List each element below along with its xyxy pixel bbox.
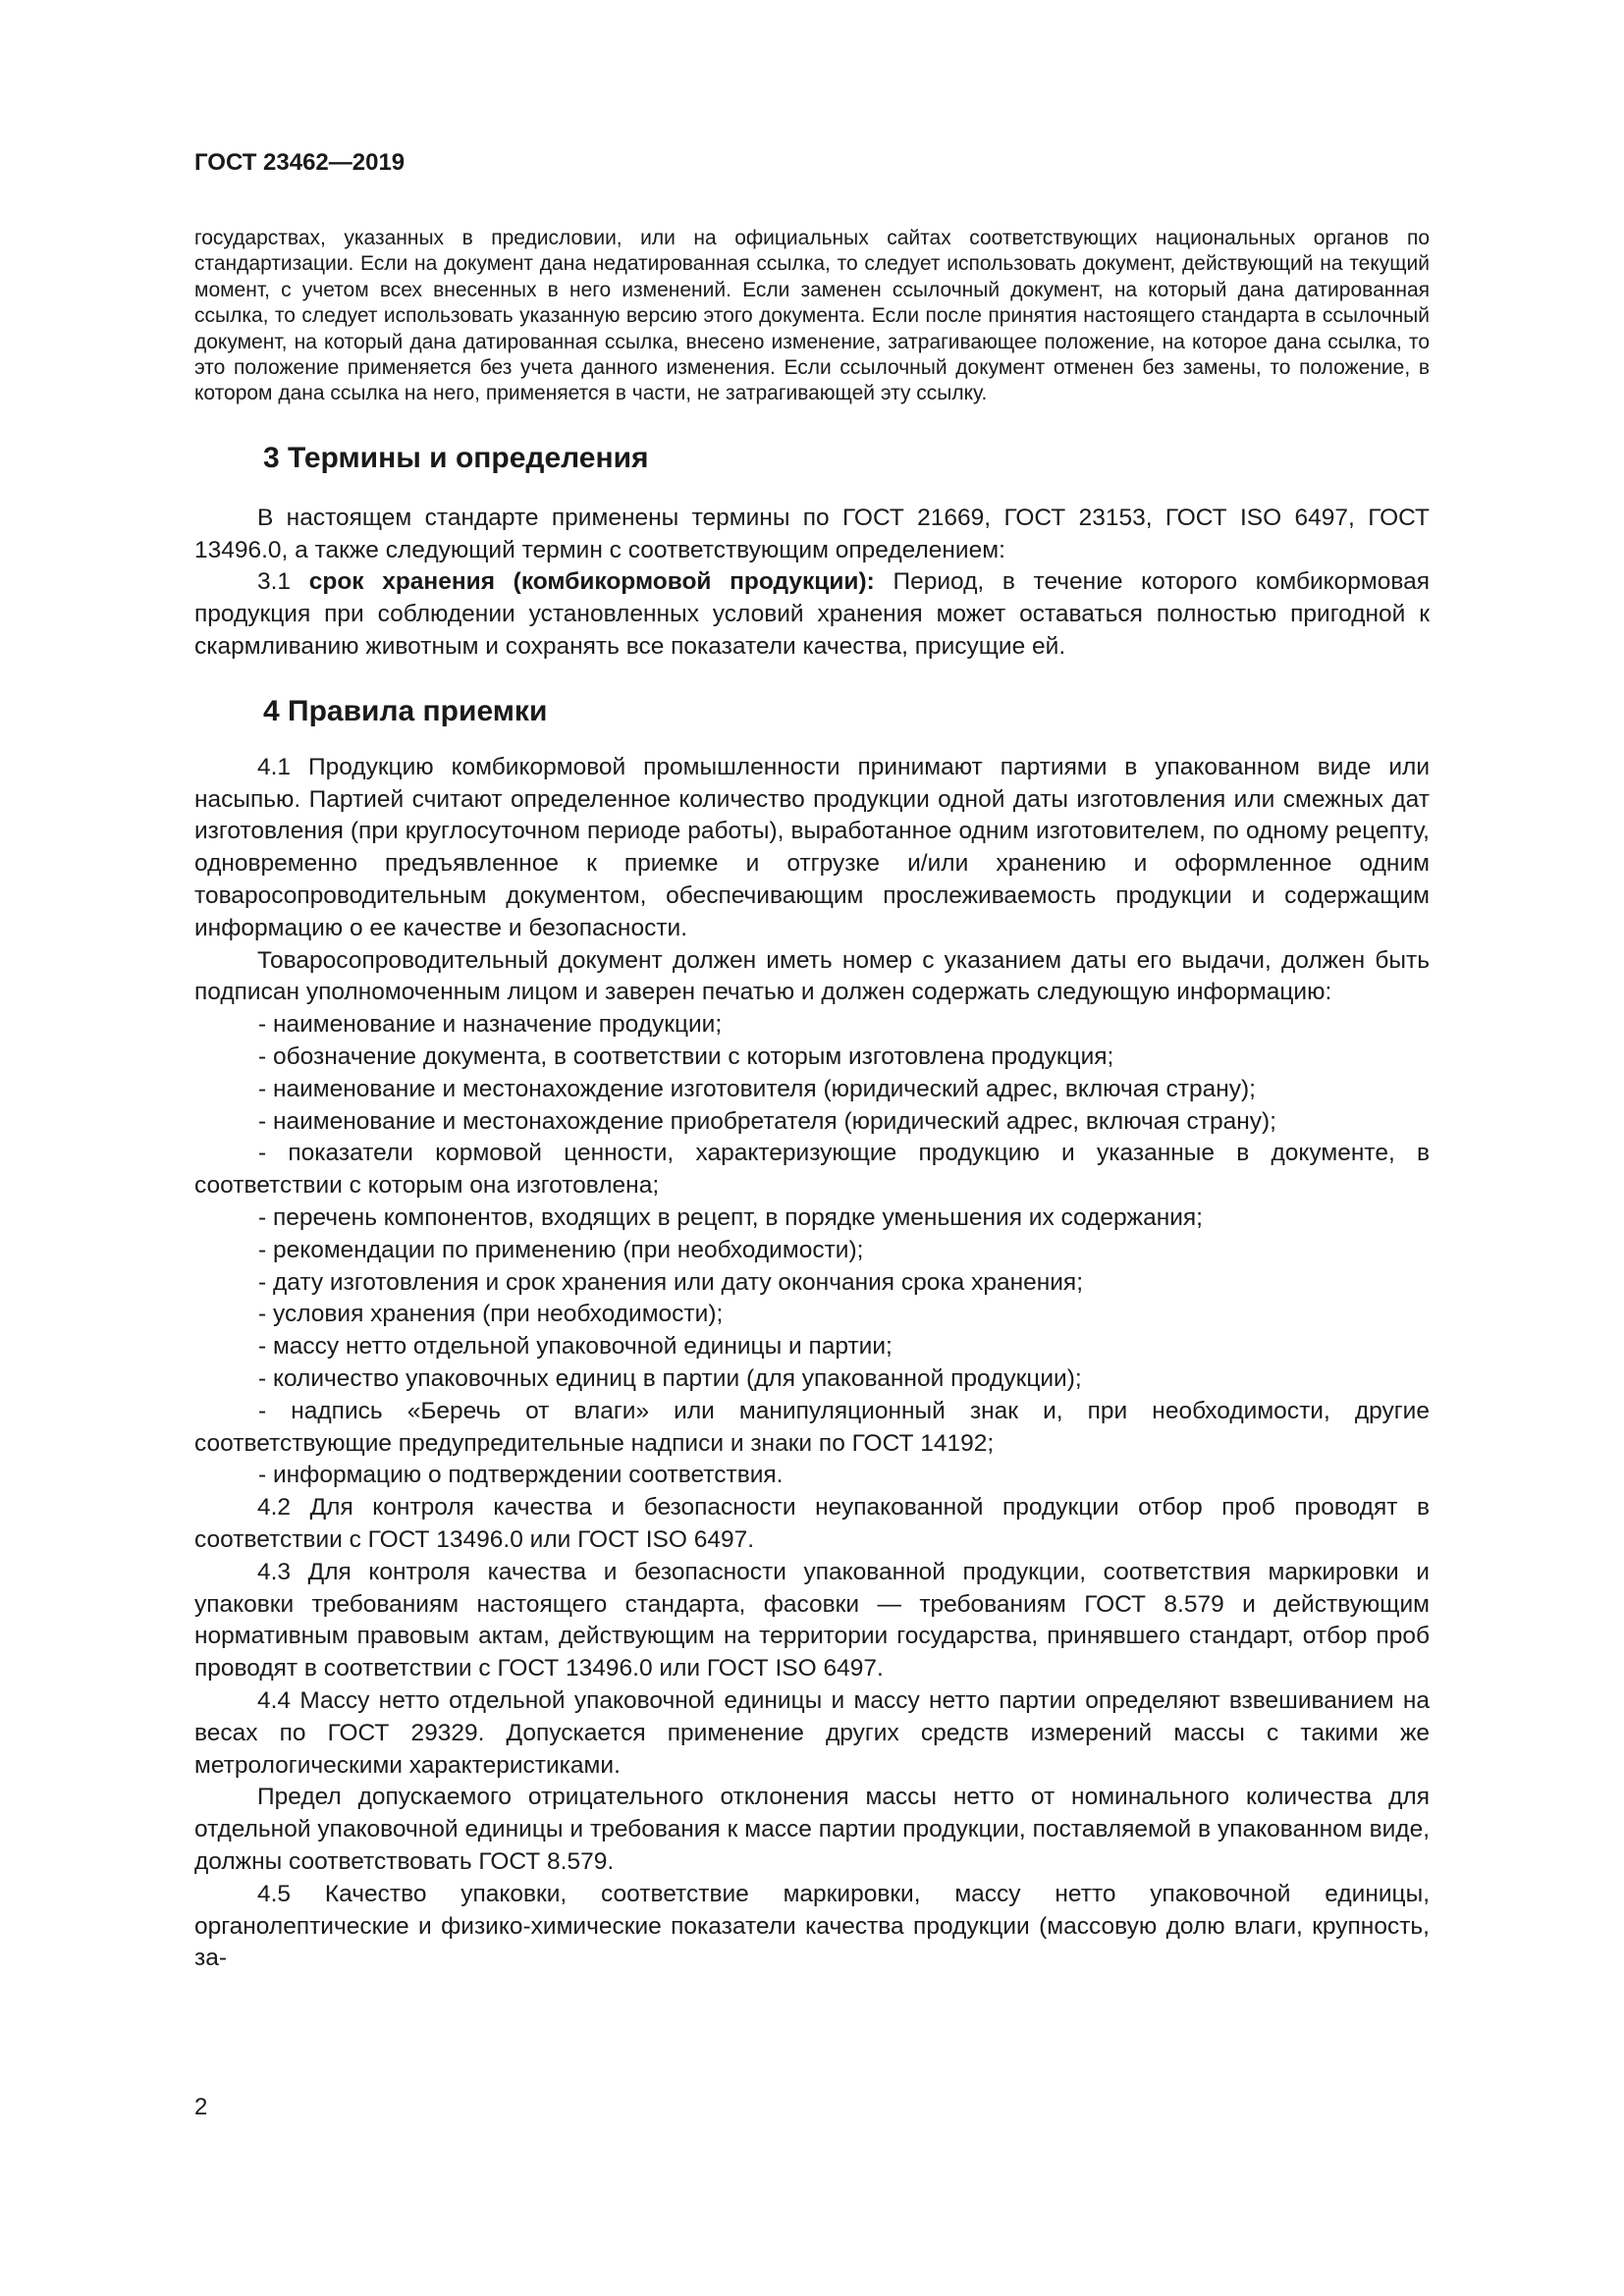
clause-4-5: 4.5 Качество упаковки, соответствие маркировки, массу нетто упаковочной единицы, органолептические и физико-химические показатели качества продукции (массовую долю влаги, крупность, за- [194,1880,1430,1972]
section-3-title: 3 Термины и определения [263,441,649,474]
term-name: срок хранения (комбикормовой продукции): [308,568,875,596]
list-item: - количество упаковочных единиц в партии (для упакованной продукции); [258,1364,1082,1392]
term-number: 3.1 [257,568,292,596]
list-item: - массу нетто отдельной упаковочной единицы и партии; [258,1333,893,1361]
document-header: ГОСТ 23462—2019 [194,149,406,176]
document-body [194,226,1430,1975]
list-item: - наименование и местонахождение приобретателя (юридический адрес, включая страну); [258,1107,1276,1135]
list-item: - рекомендации по применению (при необходимости); [258,1236,864,1263]
list-item: - условия хранения (при необходимости); [258,1301,724,1328]
clause-4-4: 4.4 Массу нетто отдельной упаковочной единицы и массу нетто партии определяют взвешиванием на весах по ГОСТ 29329. Допускается применение других средств измерений массы с такими же метрологическими характеристиками. [194,1686,1430,1779]
clause-4-2: 4.2 Для контроля качества и безопасности неупакованной продукции отбор проб проводят в соответствии с ГОСТ 13496.0 или ГОСТ ISO 6497. [194,1494,1430,1553]
section-4-title: 4 Правила приемки [263,694,548,727]
list-item: - наименование и местонахождение изготовителя (юридический адрес, включая страну); [258,1075,1256,1102]
list-item: - наименование и назначение продукции; [258,1011,723,1039]
term-definition-3-1 [194,566,1430,663]
intro-paragraph: государствах, указанных в предисловии, или на официальных сайтах соответствующих национальных органов по стандартизации. Если на документ дана недатированная ссылка, то следует использовать документ, действующий на текущий момент, с учетом всех внесенных в него изменений. Если заменен ссылочный документ, на который дана датированная ссылка, то следует использовать указанную версию этого документа. Если после принятия настоящего стандарта в ссылочный документ, на который дана датированная ссылка, внесено изменение, затрагивающее положение, на которое дана ссылка, то это положение применяется без учета данного изменения. Если ссылочный документ отменен без замены, то положение, в котором дана ссылка на него, применяется в части, не затрагивающей эту ссылку. [194,227,1430,405]
shipping-document-paragraph: Товаросопроводительный документ должен иметь номер с указанием даты его выдачи, должен быть подписан уполномоченным лицом и заверен печатью и должен содержать следующую информацию: [194,946,1430,1006]
list-item: - надпись «Беречь от влаги» или манипуляционный знак и, при необходимости, другие соответствующие предупредительные надписи и знаки по ГОСТ 14192; [194,1397,1430,1457]
list-item: - дату изготовления и срок хранения или дату окончания срока хранения; [258,1268,1084,1296]
page-number: 2 [194,2094,208,2120]
clause-4-1: 4.1 Продукцию комбикормовой промышленности принимают партиями в упакованном виде или насыпью. Партией считают определенное количество продукции одной даты изготовления или смежных дат изготовления (при круглосуточном периоде работы), выработанное одним изготовителем, по одному рецепту, одновременно предъявленное к приемке и отгрузке и/или хранению и оформленное одним товаросопроводительным документом, обеспечивающим прослеживаемость продукции и содержащим информацию о ее качестве и безопасности. [194,753,1430,941]
list-item: - информацию о подтверждении соответствия. [258,1462,784,1489]
clause-4-3: 4.3 Для контроля качества и безопасности упакованной продукции, соответствия маркировки и упаковки требованиям настоящего стандарта, фасовки — требованиям ГОСТ 8.579 и действующим нормативным правовым актам, действующим на территории государства, принявшего стандарт, отбор проб проводят в соответствии с ГОСТ 13496.0 или ГОСТ ISO 6497. [194,1558,1430,1682]
term-definition: Период, в течение которого комбикормовая продукция при соблюдении установленных условий хранения может оставаться полностью пригодной к скармливанию животным и сохранять все показатели качества, присущие ей. [194,568,1431,661]
mass-deviation-paragraph: Предел допускаемого отрицательного отклонения массы нетто от номинального количества для отдельной упаковочной единицы и требования к массе партии продукции, поставляемой в упакованном виде, должны соответствовать ГОСТ 8.579. [194,1784,1430,1875]
list-item: - показатели кормовой ценности, характеризующие продукцию и указанные в документе, в соответствии с которым она изготовлена; [194,1140,1430,1200]
section-3-paragraph: В настоящем стандарте применены термины по ГОСТ 21669, ГОСТ 23153, ГОСТ ISO 6497, ГОСТ 13496.0, а также следующий термин с соответствующим определением: [194,504,1430,563]
list-item: - перечень компонентов, входящих в рецепт, в порядке уменьшения их содержания; [258,1203,1203,1231]
list-item: - обозначение документа, в соответствии с которым изготовлена продукция; [258,1043,1114,1070]
